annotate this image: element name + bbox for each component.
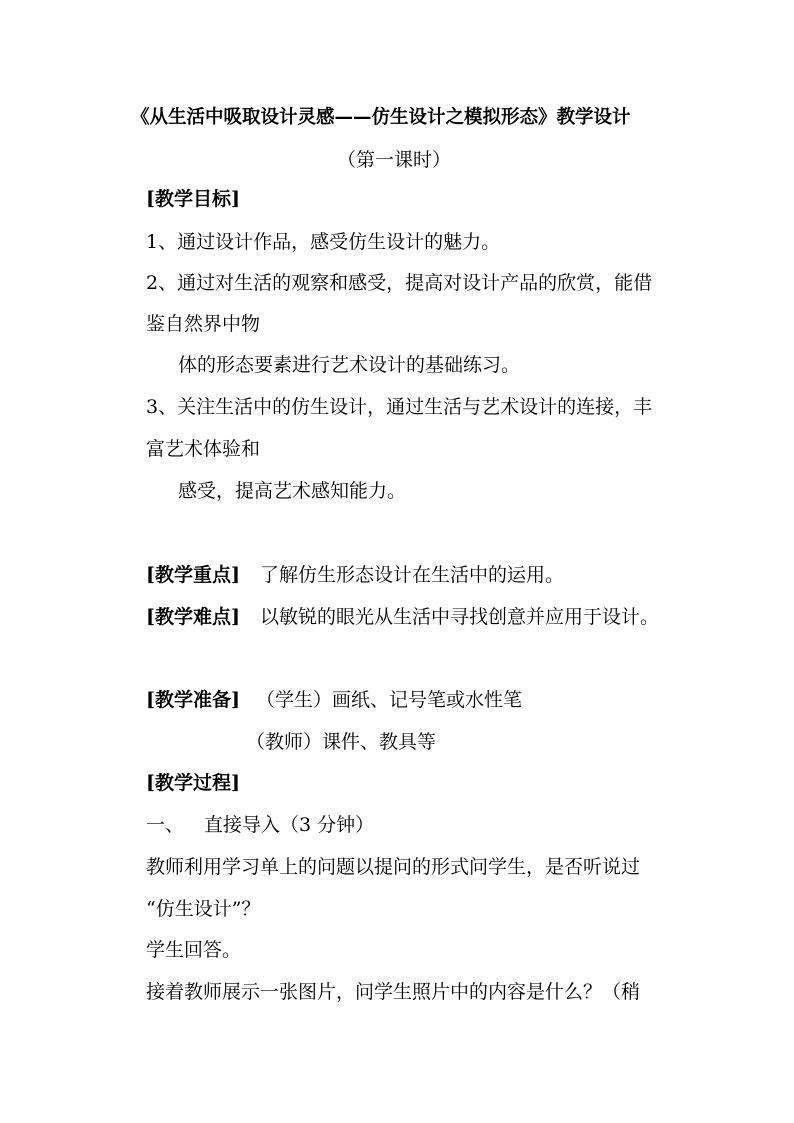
difficulty-text: 以敏锐的眼光从生活中寻找创意并应用于设计。 xyxy=(260,606,660,628)
difficulty-heading: [教学难点] xyxy=(146,606,240,628)
step-1-title: 直接导入（3 分钟） xyxy=(204,814,375,836)
objectives-heading: [教学目标] xyxy=(146,188,240,210)
document-title: 《从生活中吸取设计灵感——仿生设计之模拟形态》教学设计 xyxy=(131,107,631,128)
preparation-students: （学生）画纸、记号笔或水性笔 xyxy=(256,689,523,711)
objective-3-line-1: 3、关注生活中的仿生设计，通过生活与艺术设计的连接，丰 xyxy=(146,396,653,418)
objective-2-line-2: 鉴自然界中物 xyxy=(146,313,261,335)
process-heading: [教学过程] xyxy=(146,772,240,794)
process-paragraph-3-line-1: 接着教师展示一张图片，问学生照片中的内容是什么？（稍 xyxy=(146,981,641,1003)
objective-3-line-2: 富艺术体验和 xyxy=(146,438,261,460)
objective-1: 1、通过设计作品，感受仿生设计的魅力。 xyxy=(146,231,501,253)
process-paragraph-1-line-1: 教师利用学习单上的问题以提问的形式问学生，是否听说过 xyxy=(146,856,641,878)
preparation-heading: [教学准备] xyxy=(146,689,240,711)
key-point-text: 了解仿生形态设计在生活中的运用。 xyxy=(260,564,565,586)
preparation-teacher: （教师）课件、教具等 xyxy=(246,731,437,753)
key-point-heading: [教学重点] xyxy=(146,564,240,586)
document-subtitle: （第一课时） xyxy=(337,149,452,171)
objective-2-line-3: 体的形态要素进行艺术设计的基础练习。 xyxy=(178,354,521,376)
step-1-marker: 一、 xyxy=(146,814,185,836)
objective-2-line-1: 2、通过对生活的观察和感受，提高对设计产品的欣赏，能借 xyxy=(146,272,653,294)
process-paragraph-2: 学生回答。 xyxy=(146,939,242,961)
objective-3-line-3: 感受，提高艺术感知能力。 xyxy=(178,480,407,502)
process-paragraph-1-line-2: “仿生设计”？ xyxy=(146,898,261,920)
